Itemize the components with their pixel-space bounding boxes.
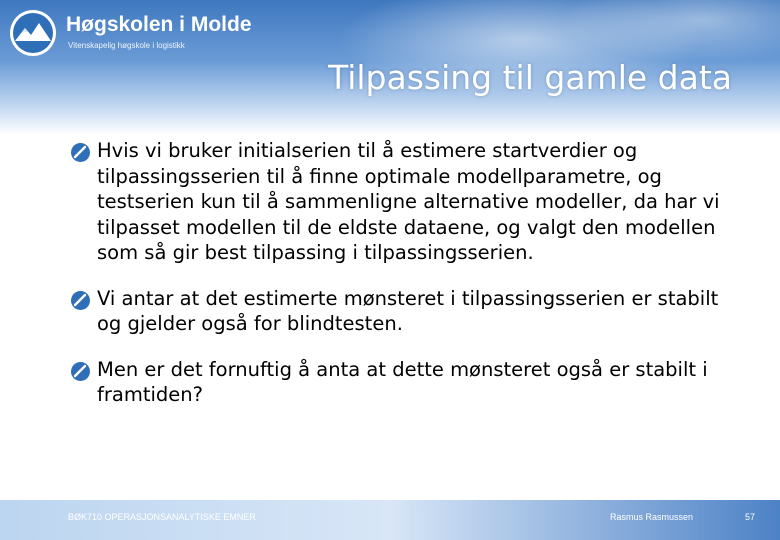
bullet-list bbox=[70, 138, 740, 428]
pencil-bullet-icon bbox=[70, 142, 91, 163]
bullet-text: Vi antar at det estimerte mønsteret i tilpassingsserien er stabilt og gjelder også for blindtesten. bbox=[97, 286, 719, 335]
footer-bar bbox=[0, 500, 780, 540]
slide-title: Tilpassing til gamle data bbox=[328, 58, 732, 97]
pencil-bullet-icon bbox=[70, 361, 91, 382]
bullet-item bbox=[70, 357, 740, 408]
logo-name: Høgskolen i Molde bbox=[66, 13, 252, 36]
footer-course: BØK710 OPERASJONSANALYTISKE EMNER bbox=[68, 512, 256, 522]
page-number: 57 bbox=[745, 512, 756, 522]
bullet-text: Men er det fornuftig å anta at dette mønsteret også er stabilt i framtiden? bbox=[97, 357, 708, 406]
mountain-logo-icon bbox=[8, 8, 58, 58]
header-banner bbox=[0, 0, 780, 135]
bullet-text: Hvis vi bruker initialserien til å estimere startverdier og tilpassingsserien til å finne optimale modellparametre, og testserien kun til å sammenligne alternative modeller, da har vi tilpasset modellen til de eldste dataene, og valgt den modellen som så gir best tilpassing i tilpassingsserien. bbox=[97, 139, 720, 264]
bullet-item bbox=[70, 138, 740, 266]
school-logo bbox=[8, 8, 258, 58]
pencil-bullet-icon bbox=[70, 290, 91, 311]
bullet-item bbox=[70, 286, 740, 337]
footer-author: Rasmus Rasmussen bbox=[610, 512, 694, 522]
logo-tagline: Vitenskapelig høgskole i logistikk bbox=[68, 41, 185, 50]
